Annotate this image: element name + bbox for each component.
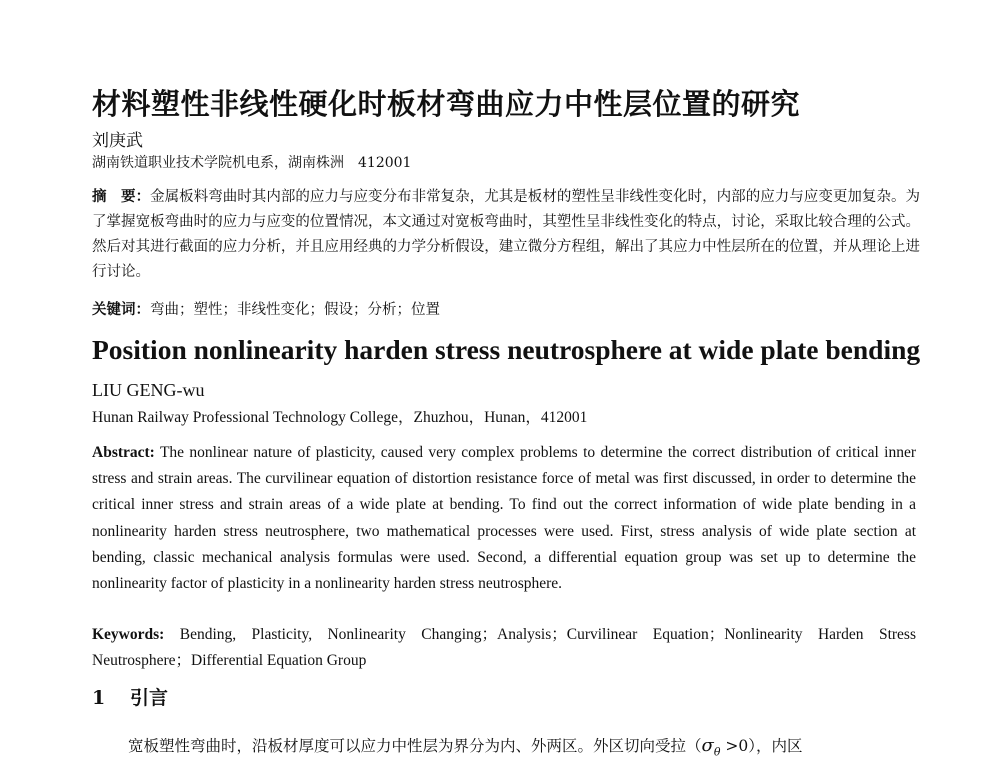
sigma-letter: σ (701, 735, 714, 756)
chinese-abstract-label: 摘 要： (92, 188, 151, 205)
body-text-before: 宽板塑性弯曲时，沿板材厚度可以应力中性层为界分为内、外两区。外区切向受拉（ (128, 737, 702, 755)
english-keywords (92, 622, 916, 674)
section-title: 引言 (130, 687, 169, 709)
english-affiliation: Hunan Railway Professional Technology College，Zhuzhou，Hunan，412001 (92, 409, 588, 426)
sigma-symbol (701, 735, 721, 759)
chinese-keywords-text: 弯曲；塑性；非线性变化；假设；分析；位置 (150, 302, 440, 318)
english-abstract (92, 440, 916, 597)
chinese-affiliation: 湖南铁道职业技术学院机电系，湖南株洲 412001 (92, 155, 412, 171)
sigma-subscript: θ (713, 745, 721, 759)
chinese-abstract-text: 金属板料弯曲时其内部的应力与应变分布非常复杂，尤其是板材的塑性呈非线性变化时，内部的应力与应变更加复杂。为了掌握宽板弯曲时的应力与应变的位置情况，本文通过对宽板弯曲时，其塑性呈非线性变化的特点，讨论，采取比较合理的公式。然后对其进行截面的应力分析，并且应用经典的力学分析假设，建立微分方程组，解出了其应力中性层所在的位置，并从理论上进行讨论。 (92, 189, 920, 280)
english-abstract-label: Abstract: (92, 444, 155, 461)
chinese-title: 材料塑性非线性硬化时板材弯曲应力中性层位置的研究 (92, 87, 801, 121)
english-author: LIU GENG-wu (92, 380, 205, 400)
chinese-keywords (92, 298, 440, 319)
chinese-keywords-label: 关键词： (92, 301, 150, 318)
section-heading (92, 683, 168, 710)
english-abstract-text: The nonlinear nature of plasticity, caused very complex problems to determine the correct distribution of critical inner stress and strain areas. The curvilinear equation of distortion resistance force of metal was first discussed, in order to determine the critical inner stress and strain areas of a wide plate at bending. To find out the correct information of wide plate bending in a nonlinearity harden stress neutrosphere, two mathematical processes were used. First, stress analysis of wide plate section at bending, classic mechanical analysis formulas were used. Second, a differential equation group was set up to determine the nonlinearity factor of plasticity in a nonlinearity harden stress neutrosphere. (92, 444, 916, 593)
section-number: 1 (92, 687, 106, 709)
body-text-after: ），内区 (748, 737, 803, 755)
chinese-abstract (92, 184, 920, 285)
chinese-author: 刘庚武 (92, 131, 143, 151)
section-body-text (128, 734, 802, 759)
english-keywords-label: Keywords: (92, 626, 165, 643)
english-title: Position nonlinearity harden stress neutrosphere at wide plate bending (92, 334, 921, 365)
body-condition: >0 (720, 737, 749, 755)
english-keywords-text: Bending, Plasticity, Nonlinearity Changing；Analysis；Curvilinear Equation；Nonlinearity Harden Stress Neutrosphere；Differential Equation Group (92, 626, 916, 670)
